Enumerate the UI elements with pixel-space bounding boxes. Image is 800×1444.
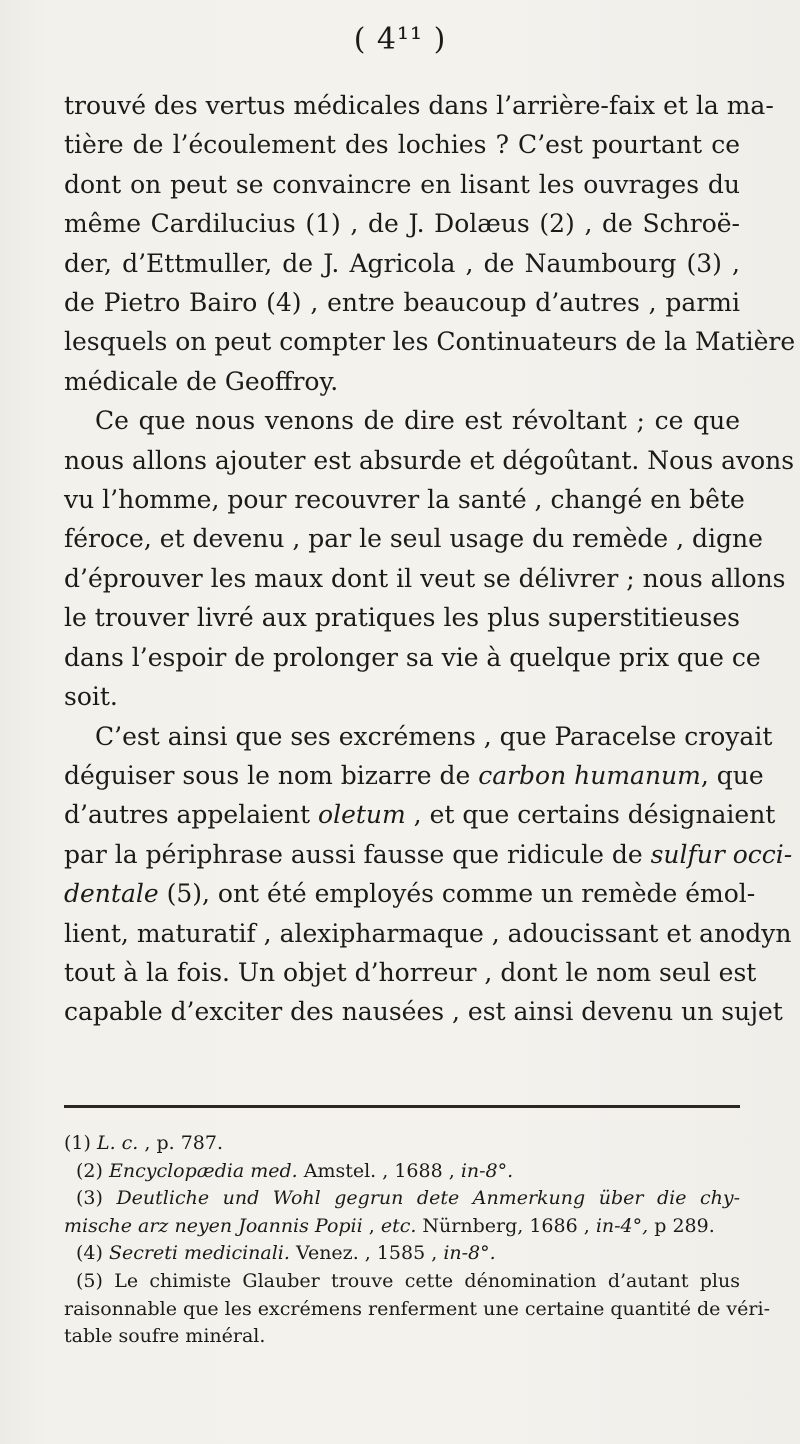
- footnote-format: in-4°,: [595, 1214, 649, 1237]
- footnote-text: p 289.: [648, 1214, 715, 1237]
- text-line: der, d’Ettmuller, de J. Agricola , de Naumbourg (3) ,: [64, 248, 740, 278]
- footnote-text: Nürnberg, 1686 ,: [416, 1214, 596, 1237]
- page-number: ( 4¹¹ ): [353, 22, 447, 57]
- text-line: dont on peut se convaincre en lisant les ouvrages du: [64, 169, 740, 199]
- footnote-text: , p. 787.: [138, 1132, 224, 1154]
- footnote-format: in-8°.: [460, 1159, 514, 1182]
- text-line: lesquels on peut compter les Continuateurs de la Matière: [64, 327, 796, 357]
- text-line: de Pietro Bairo (4) , entre beaucoup d’autres , parmi: [64, 288, 740, 318]
- text-line: Ce que nous venons de dire est révoltant ; ce que: [95, 406, 740, 436]
- footnote-title: Encyclopædia med.: [108, 1159, 298, 1182]
- footnote-line: [64, 1213, 740, 1241]
- footnote-line: table soufre minéral.: [64, 1325, 266, 1348]
- text-line: soit.: [64, 682, 118, 712]
- text-line: dans l’espoir de prolonger sa vie à quelque prix que ce: [64, 642, 761, 672]
- text-line: tout à la fois. Un objet d’horreur , dont le nom seul est: [64, 957, 757, 987]
- text-line: féroce, et devenu , par le seul usage du remède , digne: [64, 524, 763, 554]
- text-line: d’éprouver les maux dont il veut se délivrer ; nous allons: [64, 563, 786, 593]
- text-line: tière de l’écoulement des lochies ? C’est pourtant ce: [64, 130, 740, 160]
- text-line: nous allons ajouter est absurde et dégoûtant. Nous avons: [64, 445, 795, 475]
- footnote-1: [64, 1130, 740, 1158]
- footnote-number: (1): [64, 1132, 91, 1154]
- paragraph-1: [64, 86, 796, 401]
- text-line: [64, 795, 776, 834]
- italic-term: dentale: [64, 879, 159, 909]
- footnote-title: Secreti medicinali.: [108, 1242, 290, 1265]
- footnote-5: [64, 1268, 770, 1351]
- footnote-title: L. c.: [96, 1132, 139, 1154]
- footnote-number: (4): [76, 1242, 103, 1265]
- footnote-line: [64, 1268, 740, 1296]
- text-segment: d’autres appelaient: [64, 800, 319, 830]
- footnote-etc: etc.: [380, 1214, 417, 1237]
- footnote-line: [64, 1158, 740, 1186]
- footnote-text: Venez. , 1585 ,: [289, 1242, 444, 1265]
- footnotes: [64, 1130, 770, 1351]
- footnote-line: [64, 1185, 740, 1213]
- footnote-title: Deutliche und Wohl gegrun dete Anmerkung über die chy-: [116, 1187, 740, 1210]
- text-segment: (5), ont été employés comme un remède émol-: [158, 879, 756, 909]
- text-line: trouvé des vertus médicales dans l’arrière-faix et la ma-: [64, 91, 774, 120]
- text-line: [64, 756, 764, 795]
- text-segment: , que: [700, 760, 764, 790]
- footnote-divider: [64, 1105, 740, 1108]
- paragraph-3: [64, 717, 793, 1032]
- text-line: médicale de Geoffroy.: [64, 366, 339, 396]
- text-line: le trouver livré aux pratiques les plus superstitieuses: [64, 603, 740, 633]
- footnote-text: ,: [362, 1214, 381, 1237]
- footnote-number: (5): [76, 1269, 103, 1292]
- text-line: même Cardilucius (1) , de J. Dolæus (2) , de Schroë-: [64, 209, 740, 239]
- paragraph-2: [64, 401, 795, 716]
- text-line: capable d’exciter des nausées , est ainsi devenu un sujet: [64, 997, 783, 1027]
- footnote-number: (2): [76, 1159, 103, 1182]
- footnote-3: [64, 1185, 740, 1240]
- text-segment: déguiser sous le nom bizarre de: [64, 760, 479, 790]
- text-segment: , et que certains désignaient: [405, 800, 776, 830]
- text-segment: par la périphrase aussi fausse que ridicule de: [64, 839, 651, 869]
- footnote-text: Amstel. , 1688 ,: [297, 1159, 461, 1182]
- footnote-line: [64, 1130, 740, 1158]
- italic-term: oletum: [318, 800, 406, 830]
- footnote-format: in-8°.: [443, 1242, 496, 1265]
- footnote-4: [64, 1240, 740, 1268]
- italic-term: carbon humanum: [478, 760, 701, 790]
- main-text: [64, 86, 796, 1032]
- footnote-title-cont: mische arz neyen Joannis Popii: [64, 1214, 363, 1237]
- text-line: [64, 874, 756, 913]
- footnote-line: raisonnable que les excrémens renferment une certaine quantité de véri-: [64, 1297, 770, 1320]
- footnote-text: Le chimiste Glauber trouve cette dénomination d’autant plus: [114, 1269, 740, 1292]
- italic-term: sulfur occi-: [650, 839, 793, 869]
- text-line: lient, maturatif , alexipharmaque , adoucissant et anodyn: [64, 918, 792, 948]
- text-line: C’est ainsi que ses excrémens , que Paracelse croyait: [95, 721, 773, 751]
- footnote-line: [64, 1240, 740, 1268]
- text-line: [64, 835, 793, 874]
- footnote-2: [64, 1158, 740, 1186]
- text-line: vu l’homme, pour recouvrer la santé , changé en bête: [64, 485, 745, 515]
- footnote-number: (3): [76, 1187, 103, 1210]
